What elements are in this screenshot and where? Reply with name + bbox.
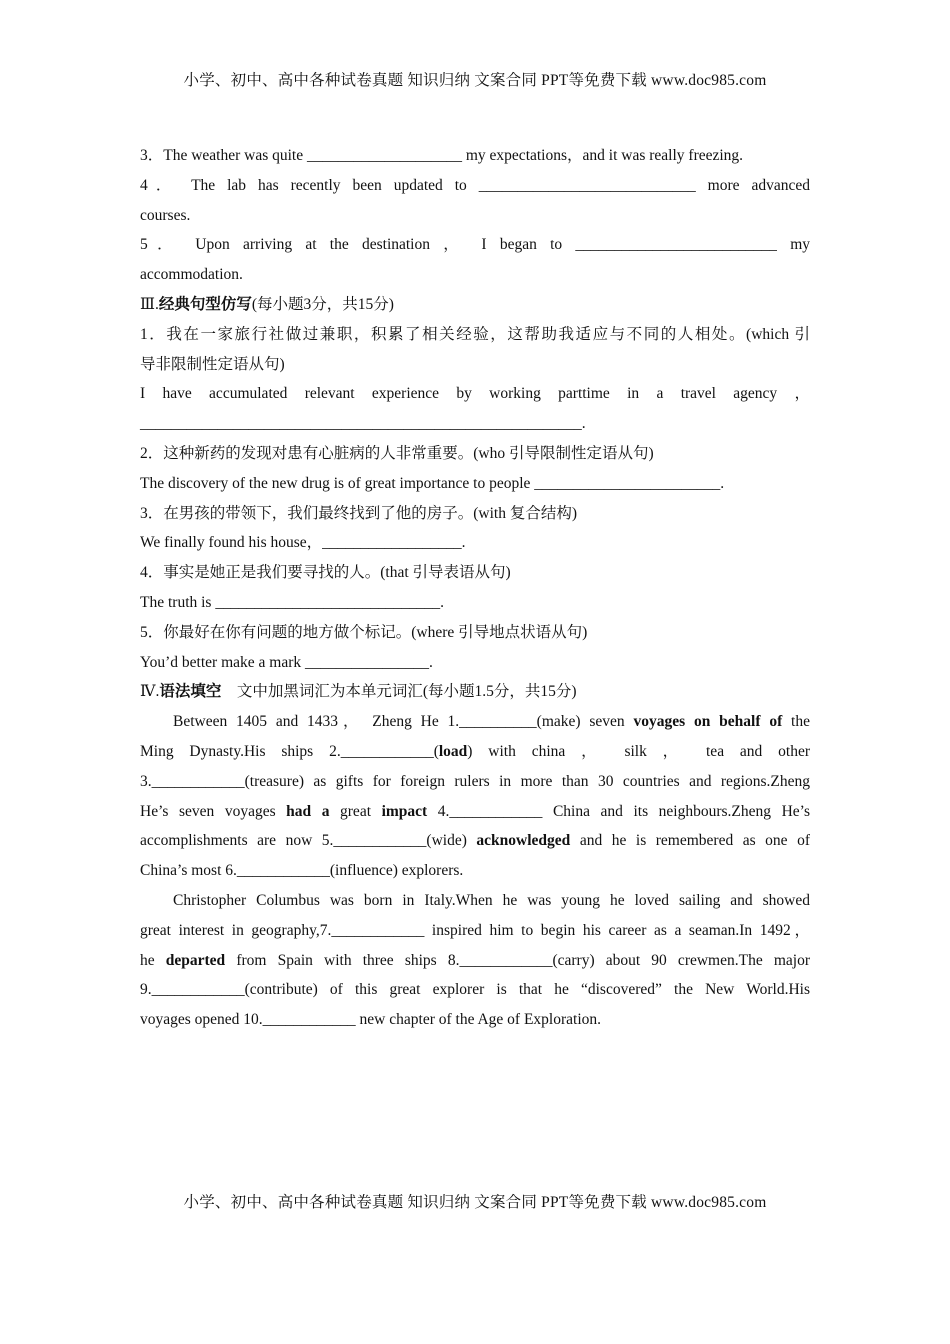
question-prompt: 2．这种新药的发现对患有心脏病的人非常重要。(who 引导限制性定语从句) bbox=[140, 444, 654, 462]
question-line: accommodation. bbox=[140, 266, 243, 284]
passage-text: from Spain with three ships 8.____________(carry) about 90 crewmen.The major bbox=[225, 951, 810, 969]
passage-line bbox=[140, 707, 810, 737]
passage-text: Ming Dynasty.His ships 2.____________( bbox=[140, 742, 439, 760]
passage-text: he bbox=[140, 951, 166, 969]
section-number: Ⅲ. bbox=[140, 295, 159, 313]
passage-text: accomplishments are now 5.____________(wide) bbox=[140, 832, 477, 850]
answer-line: I have accumulated relevant experience by working parttime in a travel agency ， bbox=[140, 385, 810, 403]
passage-line: China’s most 6.____________(influence) explorers. bbox=[140, 862, 464, 880]
passage-line bbox=[140, 797, 810, 827]
section-scoring: (每小题3分，共15分) bbox=[251, 295, 394, 313]
answer-line: The truth is _____________________________. bbox=[140, 593, 444, 611]
section-number: Ⅳ. bbox=[140, 683, 160, 701]
passage-text: He’s seven voyages bbox=[140, 802, 287, 820]
section-scoring: 文中加黑词汇为本单元词汇(每小题1.5分，共15分) bbox=[221, 683, 577, 701]
passage-line: 9.____________(contribute) of this great explorer is that he “discovered” the New World.His bbox=[140, 981, 810, 999]
answer-line: We finally found his house，__________________. bbox=[140, 534, 466, 552]
question-prompt: 3．在男孩的带领下，我们最终找到了他的房子。(with 复合结构) bbox=[140, 504, 578, 522]
passage-line bbox=[140, 826, 810, 856]
section-title-part3 bbox=[140, 290, 810, 320]
question-line: 4． The lab has recently been updated to ____________________________ more advanced bbox=[140, 176, 810, 194]
vocab-bold: departed bbox=[165, 951, 226, 969]
passage-line: great interest in geography,7.____________ inspired him to begin his career as a seaman.In 1492， bbox=[140, 921, 810, 939]
passage-line bbox=[140, 946, 810, 976]
passage-text: 4.____________ China and its neighbours.Zheng He’s bbox=[427, 802, 810, 820]
section-name: 语法填空 bbox=[159, 683, 222, 701]
passage-text: great bbox=[329, 802, 382, 820]
worksheet-content bbox=[140, 141, 810, 1035]
vocab-bold: acknowledged bbox=[476, 832, 571, 850]
passage-line bbox=[140, 737, 810, 767]
answer-line: The discovery of the new drug is of great importance to people ________________________. bbox=[140, 474, 725, 492]
section-name: 经典句型仿写 bbox=[158, 295, 252, 313]
vocab-bold: had a bbox=[286, 802, 330, 820]
page-header: 小学、初中、高中各种试卷真题 知识归纳 文案合同 PPT等免费下载 www.doc985.com bbox=[183, 72, 767, 89]
passage-line: 3.____________(treasure) as gifts for foreign rulers in more than 30 countries and regions.Zheng bbox=[140, 772, 810, 790]
question-prompt: 5．你最好在你有问题的地方做个标记。(where 引导地点状语从句) bbox=[140, 623, 588, 641]
answer-line: You’d better make a mark ________________. bbox=[140, 653, 433, 671]
answer-line: _________________________________________________________. bbox=[140, 415, 586, 433]
question-line: 3．The weather was quite ____________________ my expectations，and it was really freezing. bbox=[140, 147, 744, 164]
passage-text: Between 1405 and 1433， Zheng He 1.__________(make) seven bbox=[173, 713, 634, 731]
question-prompt: 1．我在一家旅行社做过兼职，积累了相关经验，这帮助我适应与不同的人相处。(which 引 bbox=[140, 325, 810, 343]
question-line: 5． Upon arriving at the destination ， I began to __________________________ my bbox=[140, 236, 810, 254]
question-prompt: 导非限制性定语从句) bbox=[140, 355, 285, 373]
passage-line: Christopher Columbus was born in Italy.When he was young he loved sailing and showed bbox=[173, 891, 810, 909]
section-title-part4 bbox=[140, 677, 810, 707]
vocab-bold: voyages on behalf of bbox=[633, 713, 783, 731]
passage-text: the bbox=[782, 713, 810, 731]
passage-text: and he is remembered as one of bbox=[570, 832, 810, 850]
question-prompt: 4．事实是她正是我们要寻找的人。(that 引导表语从句) bbox=[140, 564, 511, 582]
vocab-bold: load bbox=[438, 742, 468, 760]
vocab-bold: impact bbox=[381, 802, 428, 820]
question-line: courses. bbox=[140, 206, 191, 224]
page-footer: 小学、初中、高中各种试卷真题 知识归纳 文案合同 PPT等免费下载 www.doc985.com bbox=[183, 1194, 767, 1211]
passage-text: ) with china ， silk ， tea and other bbox=[467, 742, 810, 760]
passage-line: voyages opened 10.____________ new chapter of the Age of Exploration. bbox=[140, 1011, 602, 1029]
